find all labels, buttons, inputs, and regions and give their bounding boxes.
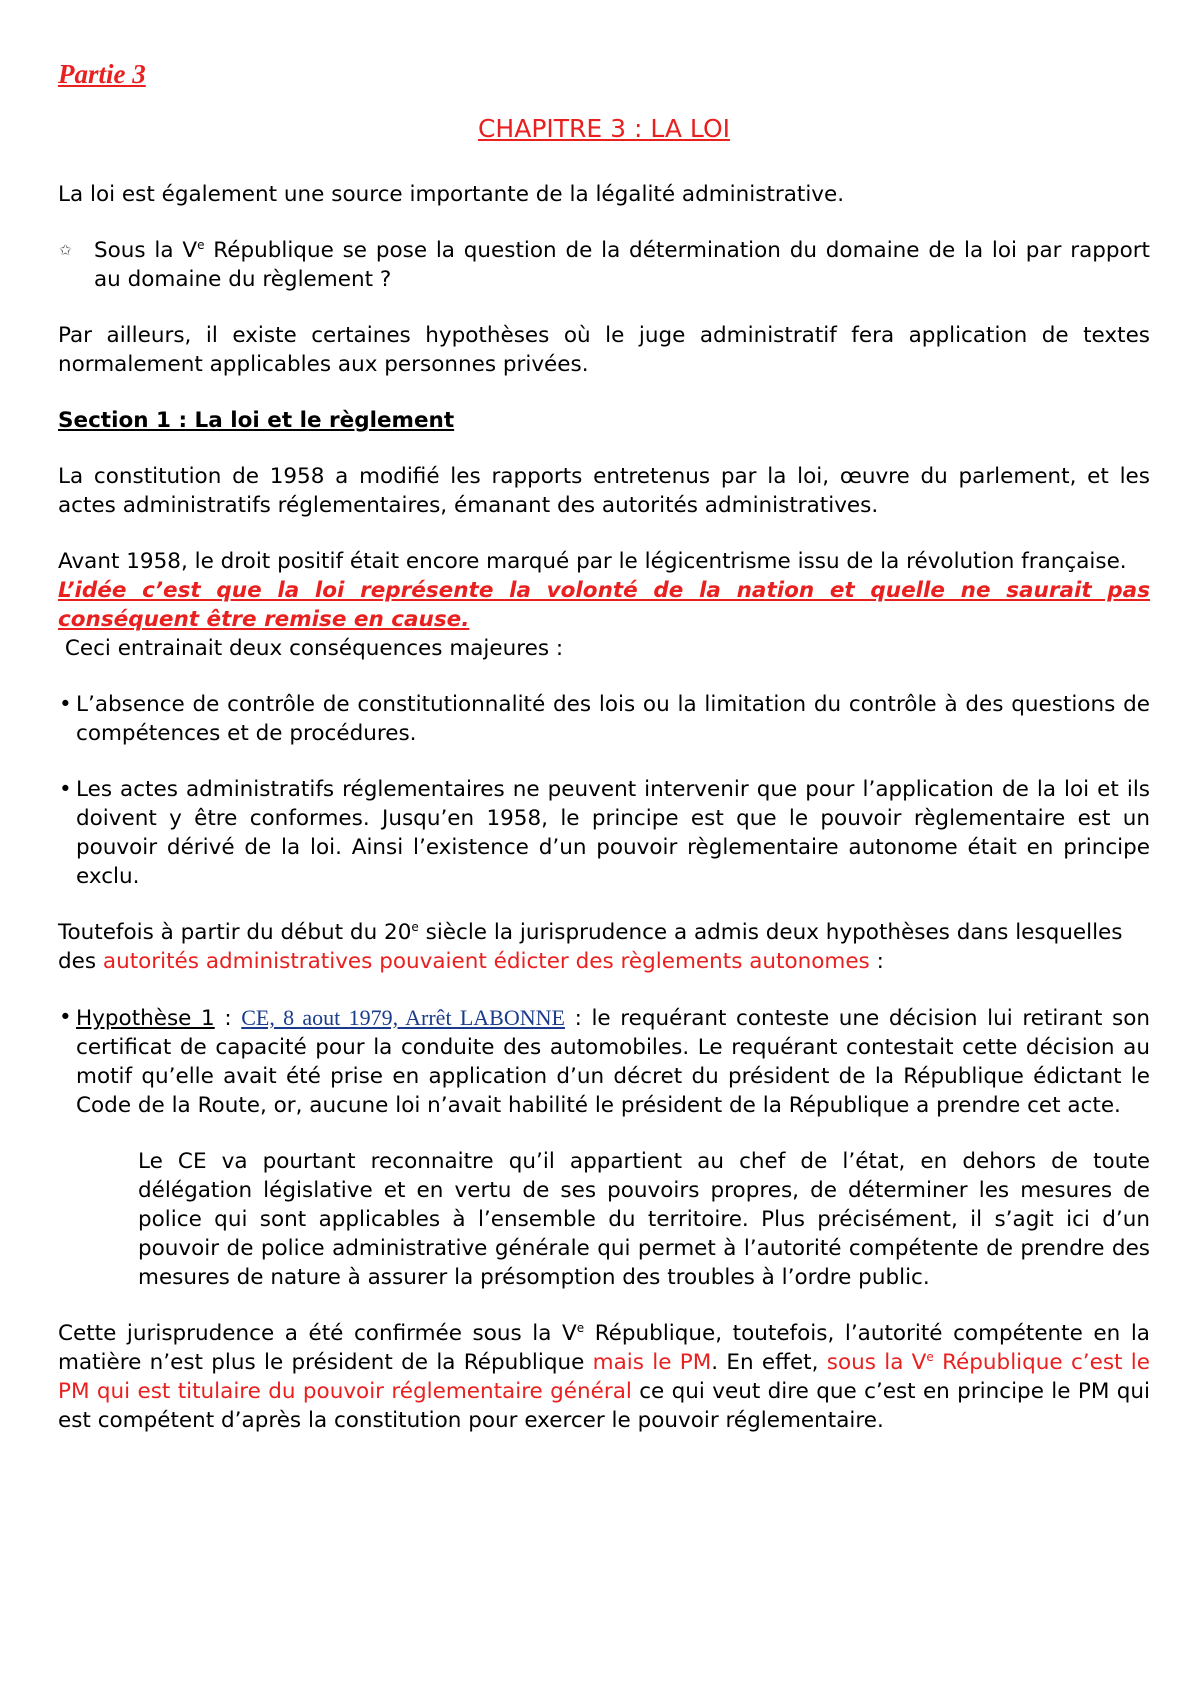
par-ailleurs-paragraph: Par ailleurs, il existe certaines hypothèses où le juge administratif fera application de textes normalement applicables aux personnes privées. xyxy=(58,323,1150,377)
hypothese-label: Hypothèse 1 xyxy=(76,1006,215,1031)
toutefois-paragraph: Toutefois à partir du début du 20e siècle la jurisprudence a admis deux hypothèses dans lesquelles des autorités administratives pouvaient édicter des règlements autonomes : xyxy=(58,919,1123,974)
constitution-paragraph: La constitution de 1958 a modifié les rapports entretenus par la loi, œuvre du parlement, et les actes administratifs réglementaires, émanant des autorités administratives. xyxy=(58,464,1150,518)
case-reference-link[interactable]: CE, 8 aout 1979, Arrêt LABONNE xyxy=(241,1005,565,1030)
consequences-intro: Ceci entrainait deux conséquences majeures : xyxy=(58,636,564,661)
cette-jurisprudence-paragraph: Cette jurisprudence a été confirmée sous la Ve République, toutefois, l’autorité compétente en la matière n’est plus le président de la République mais le PM. En effet, sous la Ve République c’est le PM qui est titulaire du pouvoir réglementaire général ce qui veut dire que c’est en principe le PM qui est compétent d’après la constitution pour exercer le pouvoir réglementaire. xyxy=(58,1320,1150,1433)
le-ce-paragraph: Le CE va pourtant reconnaitre qu’il appartient au chef de l’état, en dehors de toute délégation législative et en vertu de ses pouvoirs propres, de déterminer les mesures de police qui sont applicables à l’ensemble du territoire. Plus précisément, il s’agit ici d’un pouvoir de police administrative générale qui permet à l’autorité compétente de prendre des mesures de nature à assurer la présomption des troubles à l’ordre public. xyxy=(138,1149,1150,1290)
avant-1958-paragraph: Avant 1958, le droit positif était encore marqué par le légicentrisme issu de la révolution française. xyxy=(58,549,1127,574)
hypothese-item: • Hypothèse 1 : CE, 8 aout 1979, Arrêt LABONNE : le requérant conteste une décision lui retirant son certificat de capacité pour la conduite des automobiles. Le requérant contestait cette décision au motif qu’elle avait été prise en application d’un décret du président de la République édictant le Code de la Route, or, aucune loi n’avait habilité le président de la République a prendre cet acte. xyxy=(59,1005,1151,1118)
bullet-dot-icon: • xyxy=(59,692,72,717)
bullet-dot-icon: • xyxy=(59,777,72,802)
chapter-title: CHAPITRE 3 : LA LOI xyxy=(477,114,731,143)
avant-1958-block xyxy=(58,547,1150,663)
intro-paragraph: La loi est également une source importante de la légalité administrative. xyxy=(58,182,845,207)
emphasis-paragraph: L’idée c’est que la loi représente la volonté de la nation et quelle ne saurait pas conséquent être remise en cause. xyxy=(58,578,1150,632)
star-list-item: ✩ Sous la Ve République se pose la question de la détermination du domaine de la loi par rapport au domaine du règlement ? xyxy=(59,237,1150,292)
bullet-item: • Les actes administratifs réglementaires ne peuvent intervenir que pour l’application de la loi et ils doivent y être conformes. Jusqu’en 1958, le principe est que le pouvoir règlementaire est un pouvoir dérivé de la loi. Ainsi l’existence d’un pouvoir règlementaire autonome était en principe exclu. xyxy=(59,777,1150,889)
section-heading: Section 1 : La loi et le règlement xyxy=(58,408,455,433)
document-page xyxy=(58,56,1150,1462)
bullet-item: • L’absence de contrôle de constitutionnalité des lois ou la limitation du contrôle à des questions de compétences et de procédures. xyxy=(59,692,1150,746)
star-bullet-icon: ✩ xyxy=(59,241,72,259)
partie-heading: Partie 3 xyxy=(58,59,146,89)
bullet-dot-icon: • xyxy=(59,1005,72,1030)
